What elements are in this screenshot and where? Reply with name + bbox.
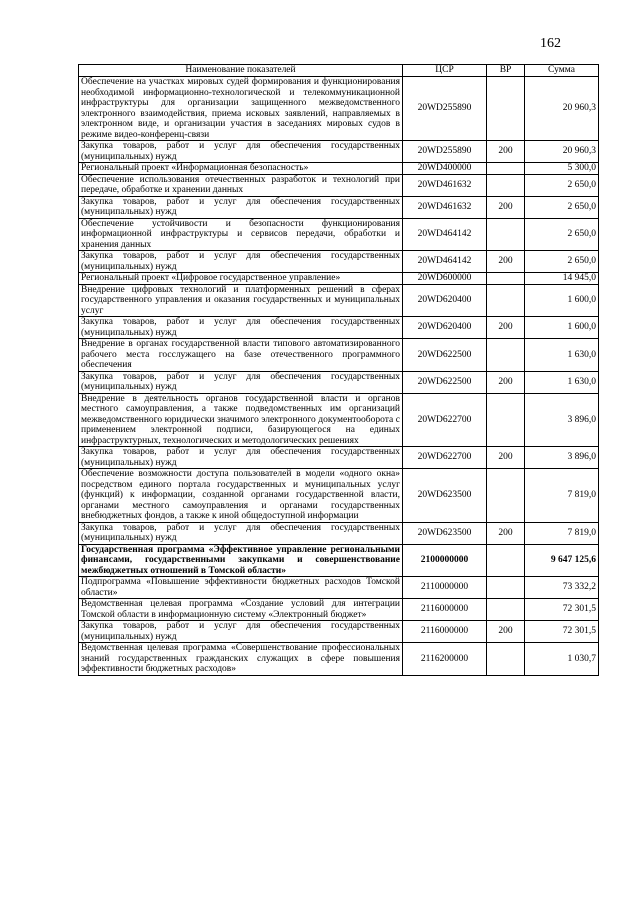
row-name: Региональный проект «Цифровое государственное управление»	[79, 273, 403, 285]
row-vr: 200	[487, 371, 525, 393]
header-sum: Сумма	[525, 65, 599, 77]
header-name: Наименование показателей	[79, 65, 403, 77]
row-name: Закупка товаров, работ и услуг для обеспечения государственных (муниципальных) нужд	[79, 371, 403, 393]
row-vr	[487, 77, 525, 141]
row-sum: 1 630,0	[525, 339, 599, 372]
row-vr	[487, 273, 525, 285]
row-code: 20WD255890	[403, 141, 487, 163]
row-sum: 1 030,7	[525, 643, 599, 676]
row-sum: 20 960,3	[525, 77, 599, 141]
row-name: Ведомственная целевая программа «Создание условий для интеграции Томской области в информационную систему «Электронный бюджет»	[79, 599, 403, 621]
row-code: 20WD622700	[403, 393, 487, 447]
row-name: Внедрение цифровых технологий и платформенных решений в сферах государственного управления и оказания государственных и муниципальных услуг	[79, 284, 403, 317]
table-row	[79, 469, 599, 523]
table-row	[79, 339, 599, 372]
row-code: 20WD622500	[403, 339, 487, 372]
row-name: Обеспечение на участках мировых судей формирования и функционирования необходимой информационно-технологической и телекоммуникационной инфраструктуры для организации защищенного межведомственного электронного взаимодействия, приема исковых заявлений, направляемых в электронном виде, и организации участия в заседаниях мировых судов в режиме видео-конференц-связи	[79, 77, 403, 141]
row-name: Обеспечение устойчивости и безопасности функционирования информационной инфраструктуры и сервисов передачи, обработки и хранения данных	[79, 218, 403, 251]
table-row	[79, 544, 599, 577]
row-sum: 72 301,5	[525, 621, 599, 643]
row-sum: 2 650,0	[525, 251, 599, 273]
row-code: 2116000000	[403, 621, 487, 643]
row-sum: 72 301,5	[525, 599, 599, 621]
row-vr	[487, 393, 525, 447]
row-name: Внедрение в органах государственной власти типового автоматизированного рабочего места госслужащего на базе отечественного программного обеспечения	[79, 339, 403, 372]
row-name: Закупка товаров, работ и услуг для обеспечения государственных (муниципальных) нужд	[79, 447, 403, 469]
row-vr	[487, 599, 525, 621]
row-name: Закупка товаров, работ и услуг для обеспечения государственных (муниципальных) нужд	[79, 141, 403, 163]
table-row	[79, 577, 599, 599]
row-vr: 200	[487, 447, 525, 469]
row-code: 20WD600000	[403, 273, 487, 285]
row-name: Обеспечение использования отечественных разработок и технологий при передаче, обработке и хранении данных	[79, 174, 403, 196]
table-body	[79, 77, 599, 676]
row-code: 20WD623500	[403, 469, 487, 523]
row-vr: 200	[487, 196, 525, 218]
row-code: 20WD622500	[403, 371, 487, 393]
row-sum: 14 945,0	[525, 273, 599, 285]
table-row	[79, 218, 599, 251]
row-name: Ведомственная целевая программа «Совершенствование профессиональных знаний государственных гражданских служащих в сфере повышения эффективности бюджетных расходов»	[79, 643, 403, 676]
row-name: Подпрограмма «Повышение эффективности бюджетных расходов Томской области»	[79, 577, 403, 599]
page-number: 162	[540, 36, 561, 51]
table-row	[79, 599, 599, 621]
row-name: Внедрение в деятельность органов государственной власти и органов местного самоуправления, а также подведомственных им организаций межведомственного юридически значимого электронного документооборота с применением электронной подписи, базирующегося на единых инфраструктурных, технологических и методологических решениях	[79, 393, 403, 447]
row-sum: 3 896,0	[525, 447, 599, 469]
table-row	[79, 393, 599, 447]
row-sum: 2 650,0	[525, 174, 599, 196]
row-sum: 20 960,3	[525, 141, 599, 163]
row-name: Закупка товаров, работ и услуг для обеспечения государственных (муниципальных) нужд	[79, 621, 403, 643]
header-code: ЦСР	[403, 65, 487, 77]
row-sum: 2 650,0	[525, 196, 599, 218]
header-vr: ВР	[487, 65, 525, 77]
row-sum: 5 300,0	[525, 163, 599, 175]
row-vr	[487, 163, 525, 175]
row-code: 20WD255890	[403, 77, 487, 141]
table-row	[79, 522, 599, 544]
row-name: Закупка товаров, работ и услуг для обеспечения государственных (муниципальных) нужд	[79, 251, 403, 273]
row-sum: 1 630,0	[525, 371, 599, 393]
row-sum: 9 647 125,6	[525, 544, 599, 577]
table-row	[79, 174, 599, 196]
row-code: 20WD464142	[403, 218, 487, 251]
table-header-row	[79, 65, 599, 77]
table-row	[79, 371, 599, 393]
table-row	[79, 141, 599, 163]
row-sum: 7 819,0	[525, 469, 599, 523]
row-name: Государственная программа «Эффективное управление региональными финансами, государственными закупками и совершенствование межбюджетных отношений в Томской области»	[79, 544, 403, 577]
row-sum: 73 332,2	[525, 577, 599, 599]
row-sum: 7 819,0	[525, 522, 599, 544]
row-vr	[487, 174, 525, 196]
row-sum: 1 600,0	[525, 284, 599, 317]
row-code: 2100000000	[403, 544, 487, 577]
row-sum: 2 650,0	[525, 218, 599, 251]
table-row	[79, 284, 599, 317]
row-sum: 3 896,0	[525, 393, 599, 447]
row-vr: 200	[487, 522, 525, 544]
row-name: Закупка товаров, работ и услуг для обеспечения государственных (муниципальных) нужд	[79, 317, 403, 339]
row-vr	[487, 544, 525, 577]
table-row	[79, 447, 599, 469]
row-vr: 200	[487, 621, 525, 643]
row-sum: 1 600,0	[525, 317, 599, 339]
table-row	[79, 163, 599, 175]
row-vr	[487, 643, 525, 676]
row-vr	[487, 577, 525, 599]
table-row	[79, 196, 599, 218]
row-code: 20WD620400	[403, 284, 487, 317]
row-name: Региональный проект «Информационная безопасность»	[79, 163, 403, 175]
row-code: 2116000000	[403, 599, 487, 621]
row-vr	[487, 218, 525, 251]
table-row	[79, 77, 599, 141]
row-code: 20WD620400	[403, 317, 487, 339]
table-row	[79, 317, 599, 339]
row-vr: 200	[487, 317, 525, 339]
table-row	[79, 643, 599, 676]
row-code: 20WD464142	[403, 251, 487, 273]
row-code: 20WD461632	[403, 174, 487, 196]
row-code: 2110000000	[403, 577, 487, 599]
row-code: 2116200000	[403, 643, 487, 676]
row-name: Обеспечение возможности доступа пользователей в модели «одного окна» посредством единого портала государственных и муниципальных услуг (функций) к информации, созданной органами государственной власти, органами местного самоуправления и органами государственных внебюджетных фондов, а также к иной общедоступной информации	[79, 469, 403, 523]
row-vr	[487, 469, 525, 523]
row-name: Закупка товаров, работ и услуг для обеспечения государственных (муниципальных) нужд	[79, 522, 403, 544]
table-row	[79, 273, 599, 285]
row-code: 20WD400000	[403, 163, 487, 175]
row-vr	[487, 339, 525, 372]
row-code: 20WD461632	[403, 196, 487, 218]
row-vr: 200	[487, 251, 525, 273]
row-code: 20WD622700	[403, 447, 487, 469]
row-name: Закупка товаров, работ и услуг для обеспечения государственных (муниципальных) нужд	[79, 196, 403, 218]
table-row	[79, 621, 599, 643]
row-code: 20WD623500	[403, 522, 487, 544]
table-row	[79, 251, 599, 273]
budget-table	[78, 64, 599, 676]
row-vr: 200	[487, 141, 525, 163]
row-vr	[487, 284, 525, 317]
